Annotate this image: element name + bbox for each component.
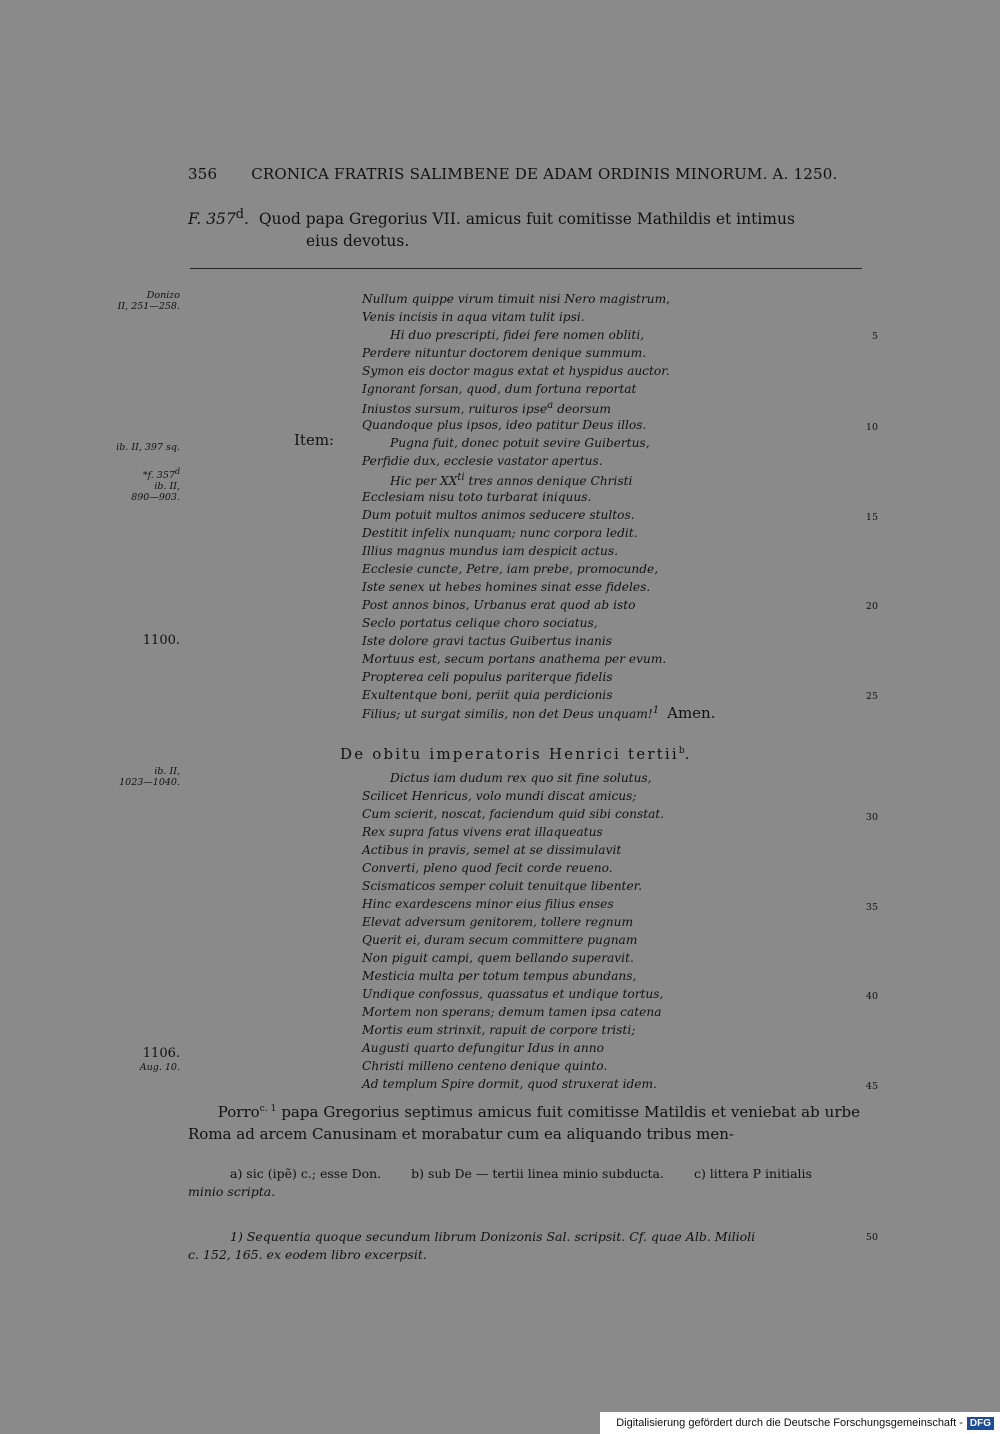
margin-note: Aug. 10. [139,1062,180,1073]
page-number: 356 [188,165,218,183]
verse-line: Hi duo prescripti, fidei fere nomen obliti, [390,328,645,342]
verse-line: Undique confossus, quassatus et undique tortus, [362,987,664,1001]
folio-sup: d [235,207,245,222]
chapter-title: F. 357$^d$. Quod papa Gregorius VII. amicus fuit comitisse Mathildis et intimus eius devotus. [188,204,860,252]
verse-line: Seclo portatus celique choro sociatus, [362,616,598,630]
source-footnote: 1) Sequentia quoque secundum librum Donizonis Sal. scripsit. Cf. quae Alb. Milioli c. 152, 165. ex eodem libro excerpsit. [188,1229,756,1262]
verse-line: Iste senex ut hebes homines sinat esse fideles. [362,580,651,594]
chapter-title-line2: eius devotus. [306,232,410,251]
verse-line: Hinc exardescens minor eius filius enses [362,897,614,911]
margin-note: *f. 357$^d$ ib. II, 890—903. [131,467,180,504]
verse-line: Non piguit campi, quem bellando superavit. [362,951,634,965]
line-number: 5 [871,331,878,342]
line-number: 20 [865,601,878,612]
line-number: 25 [865,691,878,702]
footnote-b: b) sub De — tertii linea minio subducta. [411,1166,664,1181]
prose-paragraph: Porro$^{c. 1}$ papa Gregorius septimus amicus fuit comitisse Matildis et veniebat ab urbe Roma ad arcem Canusinam et morabatur cum ea aliquando tribus men- [188,1103,860,1143]
line-number: 10 [865,422,878,433]
funding-footer [600,1412,1000,1434]
footer-text: Digitalisierung gefördert durch die Deutsche Forschungsgemeinschaft - [616,1417,963,1429]
verse-line: Pugna fuit, donec potuit sevire Guibertus, [390,436,650,450]
verse-line: Mortuus est, secum portans anathema per evum. [362,652,667,666]
verse-line: Rex supra fatus vivens erat illaqueatus [362,825,603,839]
line-number: 35 [865,902,878,913]
verse-line: Perfidie dux, ecclesie vastator apertus. [362,454,603,468]
folio-ref: F. 357 [188,210,236,229]
margin-note: ib. II, 397 sq. [116,442,180,453]
verse-line: Illius magnus mundus iam despicit actus. [362,544,618,558]
verse-line: Cum scierit, noscat, faciendum quid sibi constat. [362,807,665,821]
line-number: 50 [865,1232,878,1243]
verse-line: Dum potuit multos animos seducere stultos. [362,508,635,522]
running-title: CRONICA FRATRIS SALIMBENE DE ADAM ORDINIS MINORUM. A. 1250. [251,165,838,183]
footnote-a: a) sic (ipẽ) c.; esse Don. [230,1166,382,1181]
verse-line: Perdere nituntur doctorem denique summum. [362,346,647,360]
line-number: 30 [865,812,878,823]
verse-line: Augusti quarto defungitur Idus in anno [362,1041,604,1055]
header-rule [190,268,862,269]
verse-line: Elevat adversum genitorem, tollere regnum [362,915,634,929]
verse-line: Nullum quippe virum timuit nisi Nero magistrum, [362,292,671,306]
verse-line: Post annos binos, Urbanus erat quod ab isto [362,598,636,612]
verse-line: Mesticia multa per totum tempus abundans, [362,969,637,983]
verse-line: Destitit infelix nunquam; nunc corpora ledit. [362,526,638,540]
footnote-c: c) littera P initialis [693,1166,812,1181]
verse-line: Exultentque boni, periit quia perdicionis [362,688,613,702]
verse-line: Hic per $XX^{ti}$ tres annos denique Christi [390,472,633,489]
verse-line: Ignorant forsan, quod, dum fortuna reportat [362,382,637,396]
section-heading: De obitu imperatoris Henrici tertii$^b$. [340,745,692,763]
verse-line: Mortis eum strinxit, rapuit de corpore tristi; [362,1023,636,1037]
verse-line: Venis incisis in aqua vitam tulit ipsi. [362,310,585,324]
verse-line: Ad templum Spire dormit, quod struxerat idem. [362,1077,657,1091]
verse-line: Scismaticos semper coluit tenuitque libenter. [362,879,643,893]
verse-line: Dictus iam dudum rex quo sit fine solutus, [390,771,652,785]
margin-note: ib. II, 1023—1040. [119,766,180,788]
verse-line: Actibus in pravis, semel at se dissimulavit [362,843,622,857]
verse-line: Filius; ut surgat similis, non det Deus unquam!$^1$ Amen. [362,704,716,722]
verse-line: Converti, pleno quod fecit corde reueno. [362,861,613,875]
verse-line: Christi milleno centeno denique quinto. [362,1059,608,1073]
margin-note: Donizo II, 251—258. [117,290,180,312]
margin-year: 1106. [142,1046,180,1061]
verse-line: Mortem non sperans; demum tamen ipsa catena [362,1005,662,1019]
verse-line: Ecclesiam nisu toto turbarat iniquus. [362,490,592,504]
dfg-logo-icon: DFG [967,1417,994,1430]
line-number: 15 [865,512,878,523]
chapter-title-line1: Quod papa Gregorius VII. amicus fuit comitisse Mathildis et intimus [258,210,795,229]
verse-line: Propterea celi populus pariterque fidelis [362,670,613,684]
verse-line: Quandoque plus ipsos, ideo patitur Deus illos. [362,418,647,432]
line-number: 40 [865,991,878,1002]
verse-line: Symon eis doctor magus extat et hyspidus auctor. [362,364,670,378]
line-number: 45 [865,1081,878,1092]
apparatus-footnotes: a) sic (ipẽ) c.; esse Don. b) sub De — tertii linea minio subducta. c) littera P initialis minio scripta. [188,1166,812,1199]
item-label: Item: [294,431,335,449]
verse-line: Iniustos sursum, ruituros ipse$^a$ deorsum [362,400,611,417]
verse-line: Scilicet Henricus, volo mundi discat amicus; [362,789,637,803]
verse-line: Iste dolore gravi tactus Guibertus inanis [362,634,612,648]
verse-line: Ecclesie cuncte, Petre, iam prebe, promocunde, [362,562,659,576]
margin-year: 1100. [142,633,180,648]
running-head [188,165,837,183]
verse-line: Querit ei, duram secum committere pugnam [362,933,638,947]
